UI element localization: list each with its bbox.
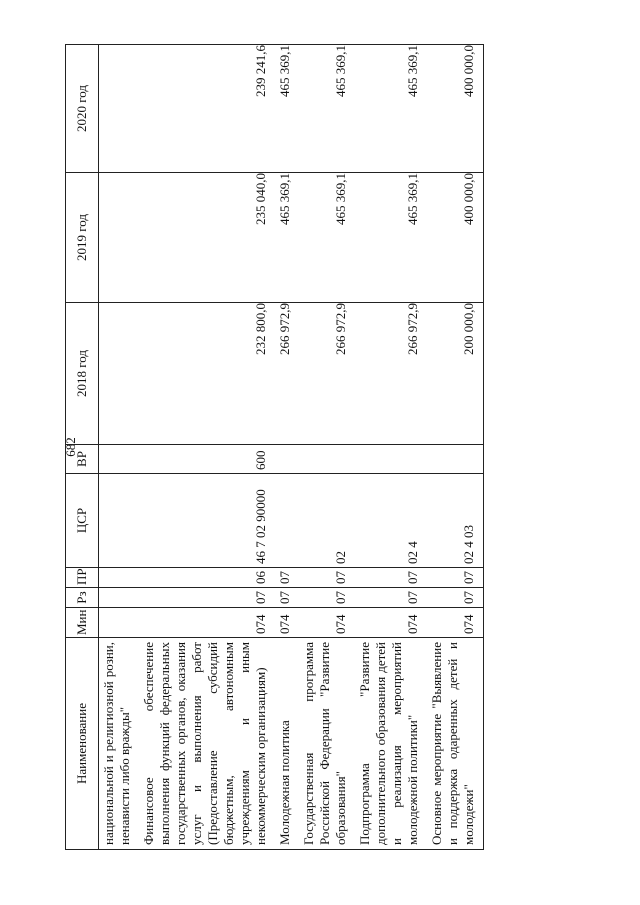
row-pr: 07	[355, 568, 427, 588]
row-min: 074	[427, 608, 484, 638]
row-2018: 266 972,9	[355, 303, 427, 445]
table-row	[99, 45, 140, 850]
row-name: Государственная программа Российской Федерации "Развитие образования"	[299, 638, 355, 850]
row-2020: 400 000,0	[427, 45, 484, 173]
row-name: Финансовое обеспечение выполнения функций федеральных государственных органов, оказания услуг и выполнения работ (Предоставление субсидий бюджетным, автономным учреждениям и иным некоммерческим организациям)	[139, 638, 275, 850]
row-rz: 07	[427, 588, 484, 608]
row-name: Молодежная политика	[275, 638, 299, 850]
rotated-page-content	[65, 45, 590, 850]
table-row	[275, 45, 299, 850]
table-row	[299, 45, 355, 850]
row-2018: 200 000,0	[427, 303, 484, 445]
header-vr: ВР	[66, 445, 99, 474]
row-csr	[99, 474, 140, 568]
row-min: 074	[355, 608, 427, 638]
row-2019: 465 369,1	[275, 173, 299, 303]
row-rz: 07	[139, 588, 275, 608]
row-2019: 465 369,1	[355, 173, 427, 303]
row-2019	[99, 173, 140, 303]
row-2018: 266 972,9	[275, 303, 299, 445]
row-2019: 400 000,0	[427, 173, 484, 303]
row-vr	[355, 445, 427, 474]
row-min: 074	[275, 608, 299, 638]
row-vr: 600	[139, 445, 275, 474]
budget-table	[65, 44, 484, 850]
row-vr	[99, 445, 140, 474]
header-pr: ПР	[66, 568, 99, 588]
row-2020: 239 241,6	[139, 45, 275, 173]
header-csr: ЦСР	[66, 474, 99, 568]
row-2020: 465 369,1	[275, 45, 299, 173]
row-2020: 465 369,1	[355, 45, 427, 173]
row-csr: 02 4 03	[427, 474, 484, 568]
table-row	[139, 45, 275, 850]
header-2020: 2020 год	[66, 45, 99, 173]
row-2020: 465 369,1	[299, 45, 355, 173]
row-2019: 235 040,0	[139, 173, 275, 303]
row-2019: 465 369,1	[299, 173, 355, 303]
row-min: 074	[299, 608, 355, 638]
row-name: национальной и религиозной розни, ненависти либо вражды"	[99, 638, 140, 850]
row-csr	[275, 474, 299, 568]
row-min	[99, 608, 140, 638]
row-2018	[99, 303, 140, 445]
header-name: Наименование	[66, 638, 99, 850]
row-rz: 07	[299, 588, 355, 608]
row-vr	[427, 445, 484, 474]
header-2019: 2019 год	[66, 173, 99, 303]
row-rz: 07	[275, 588, 299, 608]
table-row	[427, 45, 484, 850]
row-pr: 07	[275, 568, 299, 588]
row-pr: 07	[299, 568, 355, 588]
header-rz: Рз	[66, 588, 99, 608]
row-pr: 06	[139, 568, 275, 588]
row-pr	[99, 568, 140, 588]
row-csr: 46 7 02 90000	[139, 474, 275, 568]
row-csr: 02	[299, 474, 355, 568]
header-min: Мин	[66, 608, 99, 638]
row-name: Основное мероприятие "Выявление и поддержка одаренных детей и молодежи"	[427, 638, 484, 850]
row-vr	[275, 445, 299, 474]
row-pr: 07	[427, 568, 484, 588]
page-number: 682	[63, 437, 78, 457]
row-min: 074	[139, 608, 275, 638]
row-rz	[99, 588, 140, 608]
row-vr	[299, 445, 355, 474]
row-2020	[99, 45, 140, 173]
table-row	[355, 45, 427, 850]
row-csr: 02 4	[355, 474, 427, 568]
row-2018: 232 800,0	[139, 303, 275, 445]
row-rz: 07	[355, 588, 427, 608]
row-2018: 266 972,9	[299, 303, 355, 445]
table-header-row	[66, 45, 99, 850]
row-name: Подпрограмма "Развитие дополнительного образования детей и реализация мероприятий молодежной политики"	[355, 638, 427, 850]
header-2018: 2018 год	[66, 303, 99, 445]
